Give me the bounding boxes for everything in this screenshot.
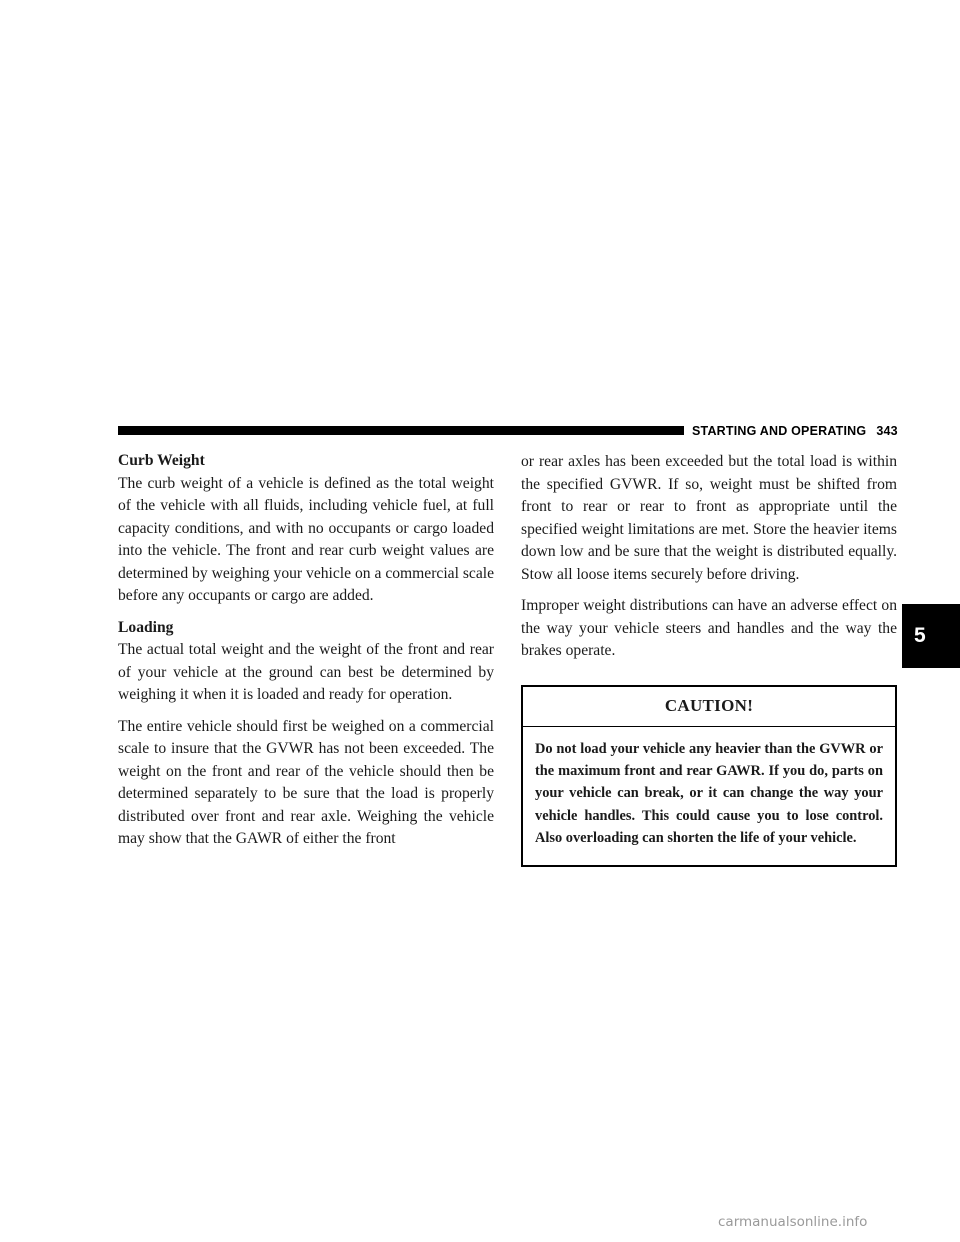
running-header bbox=[692, 424, 898, 438]
right-paragraph-2: Improper weight distributions can have an adverse effect on the way your vehicle steers and handles and the way the brakes operate. bbox=[521, 597, 897, 659]
watermark: carmanualsonline.info bbox=[718, 1214, 868, 1230]
caution-body: Do not load your vehicle any heavier than the GVWR or the maximum front and rear GAWR. If you do, parts on your vehicle can break, or it can change the way your vehicle handles. This could cause you to lose control. Also overloading can shorten the life of your vehicle. bbox=[535, 741, 883, 846]
loading-paragraph-2: The entire vehicle should first be weighed on a commercial scale to insure that the GVWR has not been exceeded. The weight on the front and rear of the vehicle should then be determined separately to be sure that the load is properly distributed over front and rear axle. Weighing the vehicle may show that the GAWR of either the front bbox=[118, 717, 494, 847]
left-column bbox=[118, 450, 494, 860]
right-paragraph-1: or rear axles has been exceeded but the total load is within the specified GVWR. If so, weight must be shifted from front to rear or rear to front as appropriate until the specified weight limitations are met. Store the heavier items down low and be sure that the weight is distributed equally. Stow all loose items securely before driving. bbox=[521, 453, 897, 583]
right-column bbox=[521, 451, 897, 867]
curb-weight-paragraph: The curb weight of a vehicle is defined as the total weight of the vehicle with all fluids, including vehicle fuel, at full capacity conditions, and with no occupants or cargo loaded into the vehicle. The front and rear curb weight values are determined by weighing your vehicle on a commercial scale before any occupants or cargo are added. bbox=[118, 474, 494, 604]
page-number: 343 bbox=[876, 424, 898, 438]
curb-weight-heading: Curb Weight bbox=[118, 452, 205, 469]
caution-title: CAUTION! bbox=[523, 687, 895, 728]
section-title: STARTING AND OPERATING bbox=[692, 424, 867, 438]
header-rule bbox=[118, 426, 684, 435]
chapter-tab: 5 bbox=[902, 604, 960, 668]
loading-heading: Loading bbox=[118, 618, 174, 636]
caution-box bbox=[521, 685, 897, 868]
loading-paragraph-1: The actual total weight and the weight of the front and rear of your vehicle at the ground can best be determined by weighing it when it is loaded and ready for operation. bbox=[118, 641, 494, 703]
